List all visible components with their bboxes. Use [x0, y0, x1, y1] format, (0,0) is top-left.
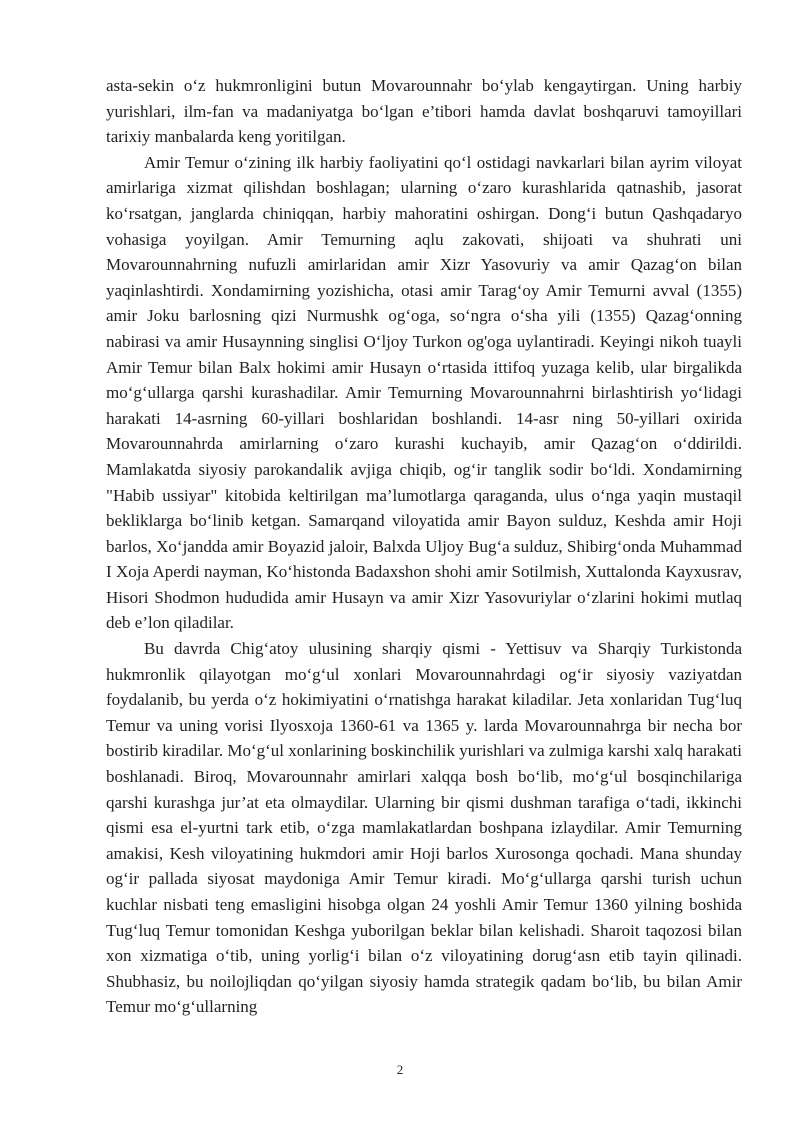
paragraph-early-career: Amir Temur o‘zining ilk harbiy faoliyatini qo‘l ostidagi navkarlari bilan ayrim viloyat amirlariga xizmat qilishdan boshlagan; ularning o‘zaro kurashlarida qatnashib, jasorat ko‘rsatgan, janglarda chiniqqan, harbiy mahoratini oshirgan. Dong‘i butun Qashqadaryo vohasiga yoyilgan. Amir Temurning aqlu zakovati, shijoati va shuhrati uni Movarounnahrning nufuzli amirlaridan amir Xizr Yasovuriy va amir Qazag‘on bilan yaqinlashtirdi. Xondamirning yozishicha, otasi amir Tarag‘oy Amir Temurni avval (1355) amir Joku barlosning qizi Nurmushk og‘oga, so‘ngra o‘sha yili (1355) Qazag‘onning nabirasi va amir Husaynning singlisi O‘ljoy Turkon og'oga uylantiradi. Keyingi nikoh tuayli Amir Temur bilan Balx hokimi amir Husayn o‘rtasida ittifoq yuzaga kelib, ular birgalikda mo‘g‘ullarga qarshi kurashadilar. Amir Temurning Movarounnahrni birlashtirish yo‘lidagi harakati 14-asrning 60-yillari boshlaridan boshlandi. 14-asr ning 50-yillari oxirida Movarounnahrda amirlarning o‘zaro kurashi kuchayib, amir Qazag‘on o‘ddirildi. Mamlakatda siyosiy parokandalik avjiga chiqib, og‘ir tanglik sodir bo‘ldi. Xondamirning "Habib ussiyar" kitobida keltirilgan ma’lumotlarga qaraganda, ulus o‘nga yaqin mustaqil bekliklarga bo‘linib ketgan. Samarqand viloyatida amir Bayon sulduz, Keshda amir Hoji barlos, Xo‘jandda amir Boyazid jaloir, Balxda Uljoy Bug‘a sulduz, Shibirg‘onda Muhammad I Xoja Aperdi nayman, Ko‘histonda Badaxshon shohi amir Sotilmish, Xuttalonda Kayxusrav, Hisori Shodmon hududida amir Husayn va amir Xizr Yasovuriylar o‘zlarini hokimi mutlaq deb e’lon qiladilar.: [106, 152, 742, 633]
paragraph-continuation: asta-sekin o‘z hukmronligini butun Movarounnahr bo‘ylab kengaytirgan. Uning harbiy yurishlari, ilm-fan va madaniyatga bo‘lgan e’tibori hamda davlat boshqaruvi tamoyillari tarixiy manbalarda keng yoritilgan.: [106, 76, 742, 147]
page-body: [106, 73, 742, 1020]
paragraph-mongol-invasions: Bu davrda Chig‘atoy ulusining sharqiy qismi - Yettisuv va Sharqiy Turkistonda hukmronlik qilayotgan mo‘g‘ul xonlari Movarounnahrdagi og‘ir siyosiy vaziyatdan foydalanib, bu yerda o‘z hokimiyatini o‘rnatishga harakat kiladilar. Jeta xonlaridan Tug‘luq Temur va uning vorisi Ilyosxoja 1360-61 va 1365 y. larda Movarounnahrga bir necha bor bostirib kiradilar. Mo‘g‘ul xonlarining boskinchilik yurishlari va zulmiga karshi xalq harakati boshlanadi. Biroq, Movarounnahr amirlari xalqqa bosh bo‘lib, mo‘g‘ul bosqinchilariga qarshi kurashga jur’at eta olmaydilar. Ularning bir qismi dushman tarafiga o‘tadi, ikkinchi qismi esa el-yurtni tark etib, o‘zga mamlakatlardan boshpana izlaydilar. Amir Temurning amakisi, Kesh viloyatining hukmdori amir Hoji barlos Xurosonga qochadi. Mana shunday og‘ir pallada siyosat maydoniga Amir Temur kiradi. Mo‘g‘ullarga qarshi turish uchun kuchlar nisbati teng emasligini hisobga olgan 24 yoshli Amir Temur 1360 yilning boshida Tug‘luq Temur tomonidan Keshga yuborilgan beklar bilan kelishadi. Sharoit taqozosi bilan xon xizmatiga o‘tib, uning yorlig‘i bilan o‘z viloyatining dorug‘asn etib tayin qilinadi. Shubhasiz, bu noilojliqdan qo‘yilgan siyosiy hamda strategik qadam bo‘lib, bu bilan Amir Temur mo‘g‘ullarning: [106, 639, 742, 1017]
page-number: 2: [396, 1062, 404, 1077]
